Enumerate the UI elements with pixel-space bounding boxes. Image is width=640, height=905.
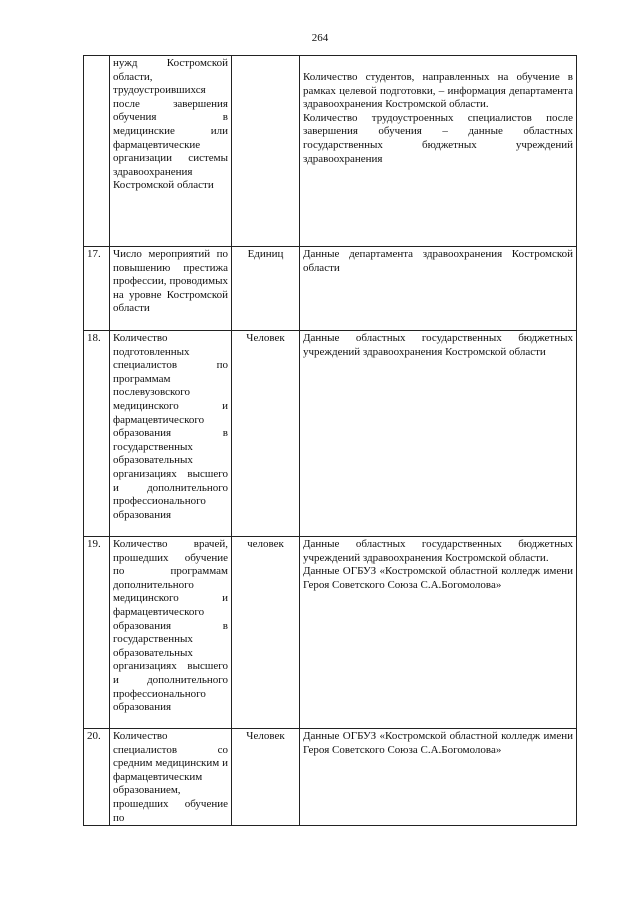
data-source: [300, 331, 577, 537]
row-number: 17.: [84, 247, 110, 331]
row-number: 20.: [84, 729, 110, 826]
data-source: [300, 56, 577, 247]
indicators-table: [83, 55, 577, 826]
indicator-name: Количество врачей, прошедших обучение по программам дополнительного медицинского и фармацевтического образования в государственных образовательных организациях высшего и дополнительного профессионального образования: [110, 537, 232, 729]
indicator-name: Количество специалистов со средним медицинским и фармацевтическим образованием, прошедших обучение по: [110, 729, 232, 826]
data-source: [300, 729, 577, 826]
source-paragraph: Данные областных государственных бюджетных учреждений здравоохранения Костромской области: [303, 332, 573, 358]
unit-of-measure: человек: [232, 537, 300, 729]
unit-of-measure: Человек: [232, 729, 300, 826]
source-paragraph: Количество студентов, направленных на обучение в рамках целевой подготовки, – информация департамента здравоохранения Костромской области.: [303, 71, 573, 111]
table-row: [84, 537, 577, 729]
unit-of-measure: Человек: [232, 331, 300, 537]
table-row: [84, 331, 577, 537]
source-paragraph: Данные департамента здравоохранения Костромской области: [303, 248, 573, 274]
source-paragraph: Данные ОГБУЗ «Костромской областной колледж имени Героя Советского Союза С.А.Богомолова»: [303, 565, 573, 591]
source-paragraph: Количество трудоустроенных специалистов после завершения обучения – данные областных государственных бюджетных учреждений здравоохранения: [303, 111, 573, 165]
indicator-name: Число мероприятий по повышению престижа профессии, проводимых на уровне Костромской области: [110, 247, 232, 331]
table-row: [84, 729, 577, 826]
table-row: [84, 247, 577, 331]
page-number: 264: [311, 32, 329, 44]
data-source: [300, 537, 577, 729]
data-source: [300, 247, 577, 331]
row-number: [84, 56, 110, 247]
indicator-name: нужд Костромской области, трудоустроившихся после завершения обучения в медицинские или фармацевтические организации системы здравоохранения Костромской области: [110, 56, 232, 247]
row-number: 19.: [84, 537, 110, 729]
source-paragraph: Данные ОГБУЗ «Костромской областной колледж имени Героя Советского Союза С.А.Богомолова»: [303, 730, 573, 756]
unit-of-measure: Единиц: [232, 247, 300, 331]
unit-of-measure: [232, 56, 300, 247]
table-row: [84, 56, 577, 247]
indicator-name: Количество подготовленных специалистов по программам послевузовского медицинского и фармацевтического образования в государственных образовательных организациях высшего и дополнительного профессионального образования: [110, 331, 232, 537]
source-paragraph: Данные областных государственных бюджетных учреждений здравоохранения Костромской области.: [303, 538, 573, 564]
row-number: 18.: [84, 331, 110, 537]
